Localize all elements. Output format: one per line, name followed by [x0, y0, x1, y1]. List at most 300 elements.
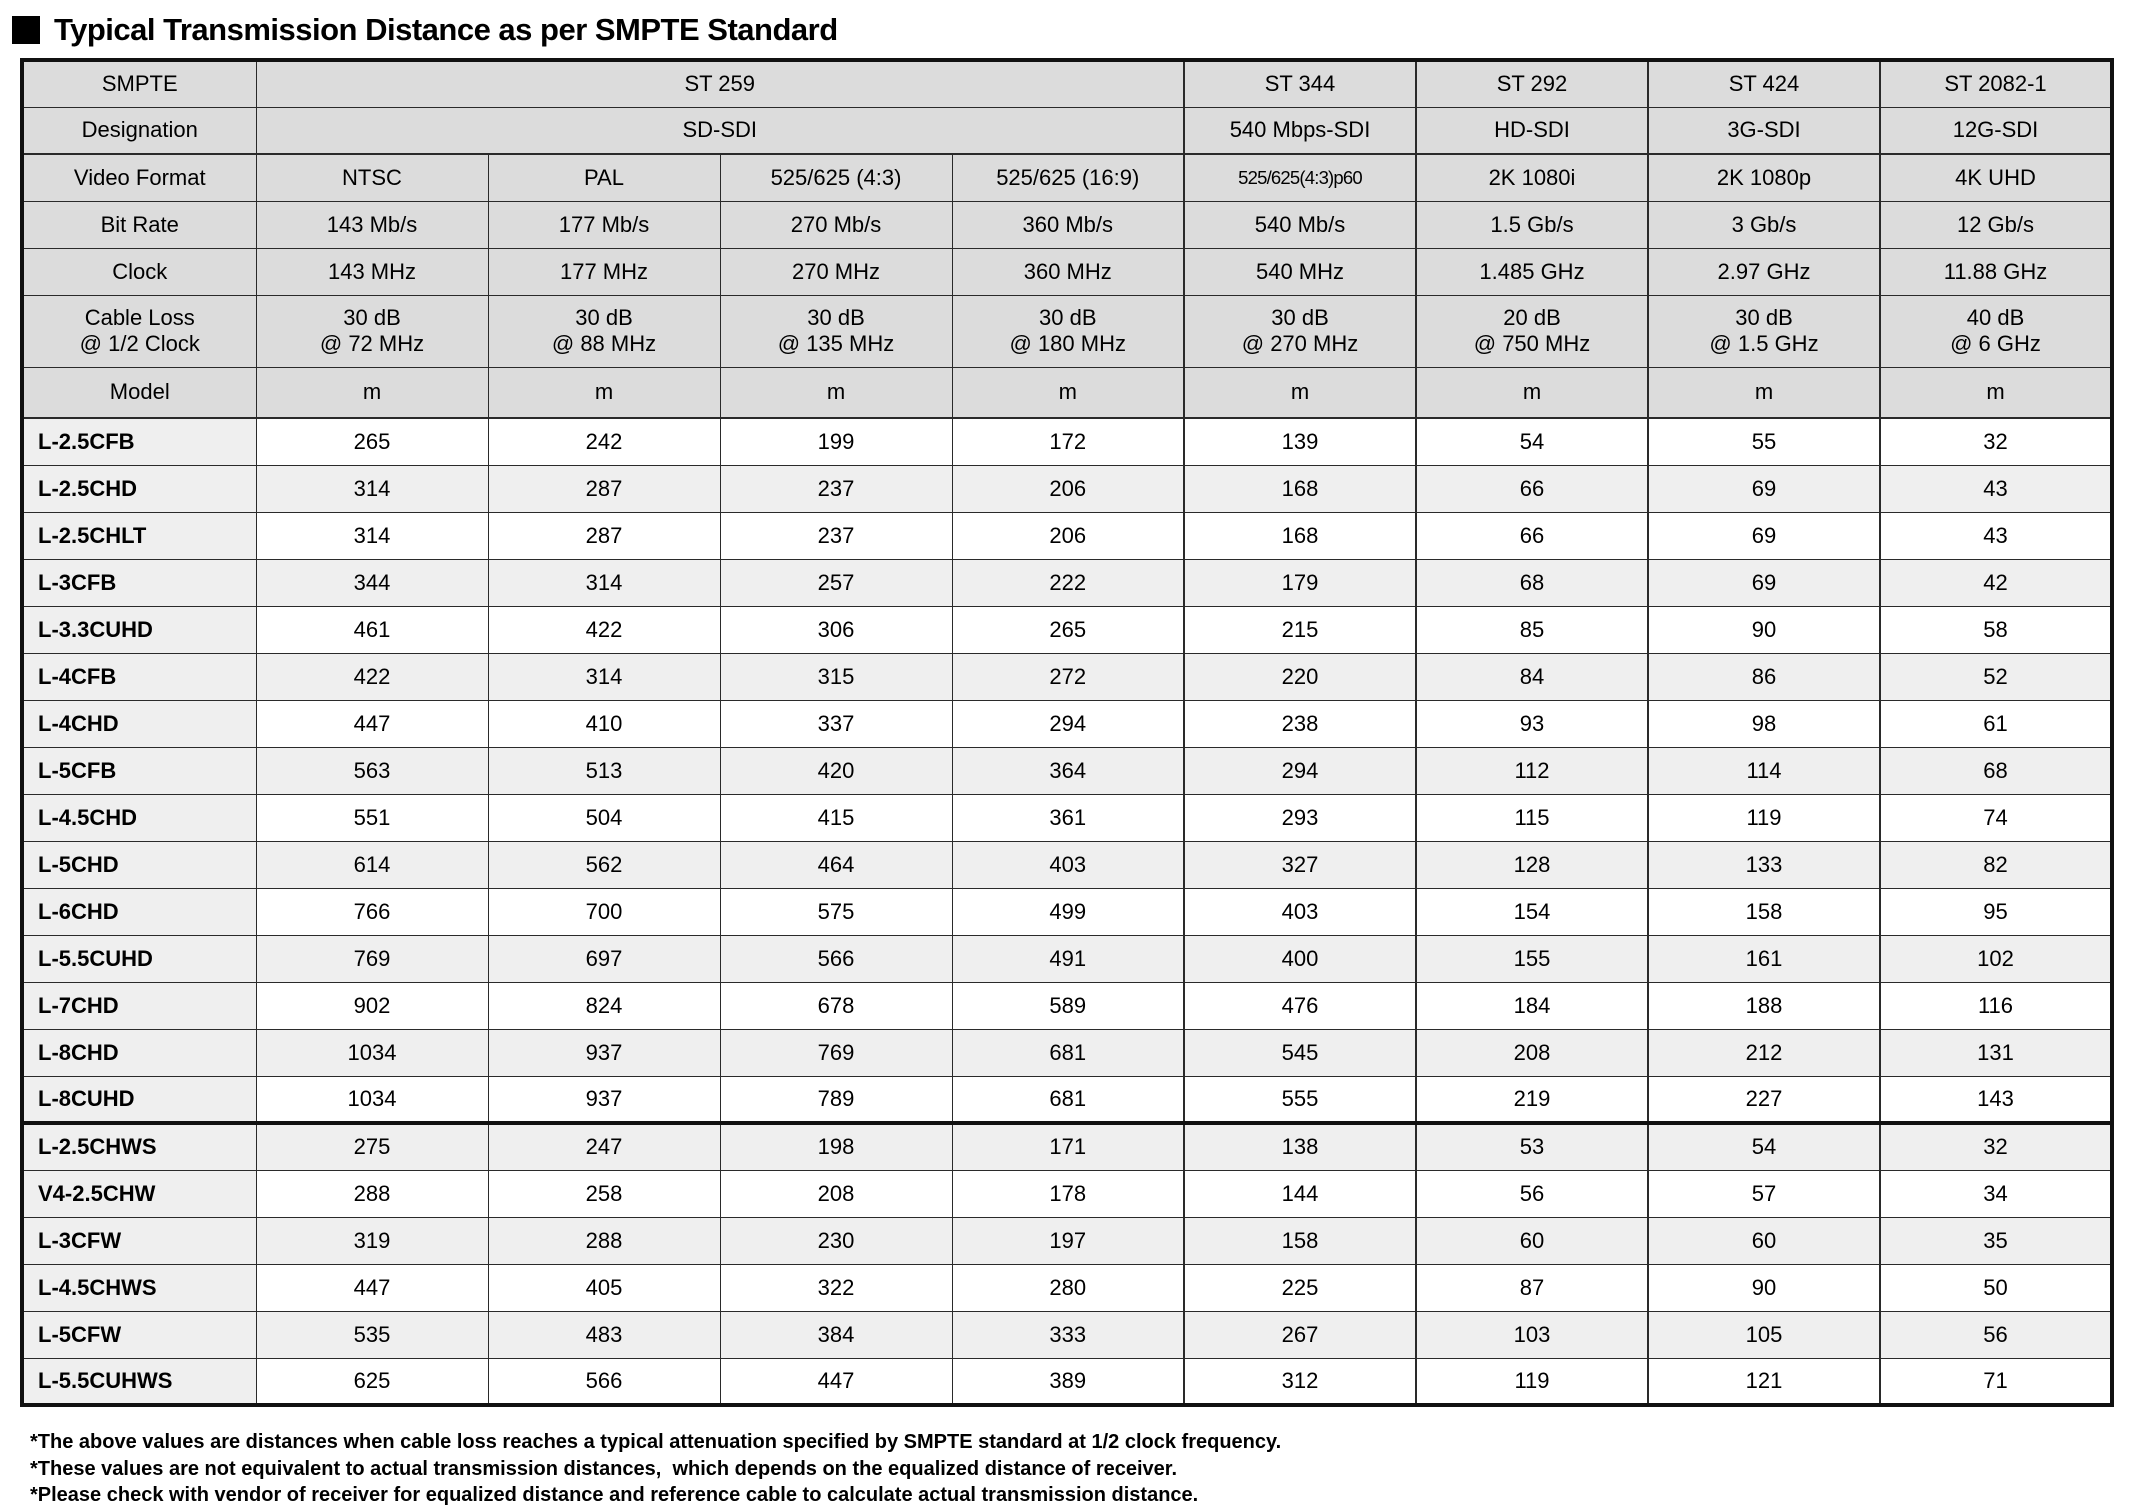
model-cell: L-2.5CHD [22, 465, 256, 512]
clock-cell: 1.485 GHz [1416, 248, 1648, 295]
video-format-cell: 2K 1080i [1416, 154, 1648, 201]
unit-cell: m [488, 367, 720, 418]
value-cell: 337 [720, 700, 952, 747]
clock-cell: 270 MHz [720, 248, 952, 295]
value-cell: 158 [1648, 888, 1880, 935]
value-cell: 306 [720, 606, 952, 653]
value-cell: 697 [488, 935, 720, 982]
clock-cell: 177 MHz [488, 248, 720, 295]
value-cell: 121 [1648, 1358, 1880, 1405]
value-cell: 513 [488, 747, 720, 794]
value-cell: 161 [1648, 935, 1880, 982]
value-cell: 535 [256, 1311, 488, 1358]
smpte-row-label: SMPTE [22, 60, 256, 107]
unit-cell: m [1648, 367, 1880, 418]
value-cell: 293 [1184, 794, 1416, 841]
footnote-line: *Please check with vendor of receiver for equalized distance and reference cable to calculate actual transmission distance. [30, 1484, 1199, 1507]
cable-loss-cell [256, 295, 488, 367]
value-cell: 287 [488, 465, 720, 512]
designation-row [22, 107, 2112, 154]
value-cell: 464 [720, 841, 952, 888]
cable-loss-cell [952, 295, 1184, 367]
value-cell: 85 [1416, 606, 1648, 653]
table-row [22, 1076, 2112, 1123]
video-format-row [22, 154, 2112, 201]
table-row [22, 465, 2112, 512]
cable-loss-cell [1880, 295, 2112, 367]
value-cell: 242 [488, 418, 720, 465]
model-cell: L-2.5CHLT [22, 512, 256, 559]
smpte-group-st344: ST 344 [1184, 60, 1416, 107]
value-cell: 199 [720, 418, 952, 465]
cable-loss-freq: @ 135 MHz [777, 331, 895, 356]
table-row [22, 747, 2112, 794]
table-row [22, 653, 2112, 700]
title-square-icon [12, 16, 40, 44]
model-cell: L-3.3CUHD [22, 606, 256, 653]
smpte-row [22, 60, 2112, 107]
value-cell: 172 [952, 418, 1184, 465]
cable-loss-db: 30 dB [1735, 305, 1793, 331]
cable-loss-db: 30 dB [1271, 305, 1329, 331]
value-cell: 155 [1416, 935, 1648, 982]
value-cell: 314 [256, 512, 488, 559]
value-cell: 84 [1416, 653, 1648, 700]
page-title: Typical Transmission Distance as per SMPTE Standard [54, 12, 838, 47]
footnote-line: *The above values are distances when cable loss reaches a typical attenuation specified by SMPTE standard at 1/2 clock frequency. [30, 1431, 1282, 1453]
unit-cell: m [1416, 367, 1648, 418]
clock-row [22, 248, 2112, 295]
table-row [22, 559, 2112, 606]
value-cell: 681 [952, 1029, 1184, 1076]
table-row [22, 1123, 2112, 1170]
video-format-cell: 525/625(4:3)p60 [1184, 154, 1416, 201]
value-cell: 361 [952, 794, 1184, 841]
value-cell: 227 [1648, 1076, 1880, 1123]
model-cell: L-3CFB [22, 559, 256, 606]
value-cell: 87 [1416, 1264, 1648, 1311]
cable-loss-label-line2: @ 1/2 Clock [79, 331, 200, 356]
bit-rate-cell: 143 Mb/s [256, 201, 488, 248]
value-cell: 566 [488, 1358, 720, 1405]
value-cell: 937 [488, 1076, 720, 1123]
table-row [22, 700, 2112, 747]
value-cell: 86 [1648, 653, 1880, 700]
bit-rate-cell: 1.5 Gb/s [1416, 201, 1648, 248]
bit-rate-cell: 360 Mb/s [952, 201, 1184, 248]
video-format-cell: 2K 1080p [1648, 154, 1880, 201]
value-cell: 222 [952, 559, 1184, 606]
table-row [22, 1029, 2112, 1076]
value-cell: 60 [1416, 1217, 1648, 1264]
value-cell: 154 [1416, 888, 1648, 935]
value-cell: 35 [1880, 1217, 2112, 1264]
table-row [22, 1264, 2112, 1311]
value-cell: 90 [1648, 606, 1880, 653]
bit-rate-row [22, 201, 2112, 248]
value-cell: 90 [1648, 1264, 1880, 1311]
value-cell: 71 [1880, 1358, 2112, 1405]
value-cell: 56 [1416, 1170, 1648, 1217]
value-cell: 112 [1416, 747, 1648, 794]
value-cell: 344 [256, 559, 488, 606]
cable-loss-db: 30 dB [575, 305, 633, 331]
value-cell: 447 [256, 1264, 488, 1311]
value-cell: 58 [1880, 606, 2112, 653]
value-cell: 168 [1184, 465, 1416, 512]
value-cell: 55 [1648, 418, 1880, 465]
value-cell: 119 [1416, 1358, 1648, 1405]
value-cell: 212 [1648, 1029, 1880, 1076]
value-cell: 275 [256, 1123, 488, 1170]
video-format-cell: 525/625 (16:9) [952, 154, 1184, 201]
value-cell: 322 [720, 1264, 952, 1311]
cable-loss-cell [1184, 295, 1416, 367]
value-cell: 422 [488, 606, 720, 653]
value-cell: 614 [256, 841, 488, 888]
value-cell: 114 [1648, 747, 1880, 794]
cable-loss-db: 40 dB [1966, 305, 2025, 331]
value-cell: 230 [720, 1217, 952, 1264]
smpte-group-st2082: ST 2082-1 [1880, 60, 2112, 107]
table-row [22, 418, 2112, 465]
value-cell: 198 [720, 1123, 952, 1170]
table-row [22, 1217, 2112, 1264]
value-cell: 403 [952, 841, 1184, 888]
value-cell: 95 [1880, 888, 2112, 935]
value-cell: 103 [1416, 1311, 1648, 1358]
value-cell: 60 [1648, 1217, 1880, 1264]
cable-loss-freq: @ 1.5 GHz [1709, 331, 1819, 356]
cable-loss-db: 30 dB [1039, 305, 1097, 331]
cable-loss-freq: @ 180 MHz [1009, 331, 1126, 356]
value-cell: 158 [1184, 1217, 1416, 1264]
value-cell: 319 [256, 1217, 488, 1264]
value-cell: 400 [1184, 935, 1416, 982]
value-cell: 681 [952, 1076, 1184, 1123]
value-cell: 769 [720, 1029, 952, 1076]
value-cell: 499 [952, 888, 1184, 935]
clock-cell: 11.88 GHz [1880, 248, 2112, 295]
value-cell: 215 [1184, 606, 1416, 653]
cable-loss-db: 30 dB [343, 305, 401, 331]
value-cell: 184 [1416, 982, 1648, 1029]
page-title-row [12, 8, 2134, 52]
value-cell: 566 [720, 935, 952, 982]
bit-rate-cell: 540 Mb/s [1184, 201, 1416, 248]
cable-loss-freq: @ 270 MHz [1241, 331, 1359, 356]
value-cell: 53 [1416, 1123, 1648, 1170]
value-cell: 206 [952, 512, 1184, 559]
value-cell: 220 [1184, 653, 1416, 700]
value-cell: 128 [1416, 841, 1648, 888]
smpte-group-st292: ST 292 [1416, 60, 1648, 107]
value-cell: 405 [488, 1264, 720, 1311]
value-cell: 43 [1880, 465, 2112, 512]
model-cell: L-5CFW [22, 1311, 256, 1358]
value-cell: 315 [720, 653, 952, 700]
value-cell: 545 [1184, 1029, 1416, 1076]
value-cell: 179 [1184, 559, 1416, 606]
value-cell: 69 [1648, 512, 1880, 559]
value-cell: 403 [1184, 888, 1416, 935]
value-cell: 139 [1184, 418, 1416, 465]
value-cell: 902 [256, 982, 488, 1029]
video-format-cell: NTSC [256, 154, 488, 201]
value-cell: 555 [1184, 1076, 1416, 1123]
value-cell: 54 [1648, 1123, 1880, 1170]
value-cell: 32 [1880, 418, 2112, 465]
model-cell: L-4CFB [22, 653, 256, 700]
bit-rate-cell: 3 Gb/s [1648, 201, 1880, 248]
value-cell: 314 [488, 559, 720, 606]
model-row-label: Model [22, 367, 256, 418]
cable-loss-freq: @ 6 GHz [1950, 331, 2041, 356]
table-row [22, 794, 2112, 841]
designation-row-label: Designation [22, 107, 256, 154]
value-cell: 66 [1416, 465, 1648, 512]
value-cell: 937 [488, 1029, 720, 1076]
value-cell: 144 [1184, 1170, 1416, 1217]
transmission-distance-table [20, 58, 2114, 1407]
bit-rate-cell: 270 Mb/s [720, 201, 952, 248]
value-cell: 287 [488, 512, 720, 559]
designation-3g-sdi: 3G-SDI [1648, 107, 1880, 154]
value-cell: 447 [256, 700, 488, 747]
unit-cell: m [1184, 367, 1416, 418]
value-cell: 700 [488, 888, 720, 935]
clock-cell: 540 MHz [1184, 248, 1416, 295]
value-cell: 420 [720, 747, 952, 794]
value-cell: 314 [256, 465, 488, 512]
value-cell: 447 [720, 1358, 952, 1405]
value-cell: 143 [1880, 1076, 2112, 1123]
value-cell: 168 [1184, 512, 1416, 559]
value-cell: 247 [488, 1123, 720, 1170]
clock-row-label: Clock [22, 248, 256, 295]
model-cell: L-2.5CHWS [22, 1123, 256, 1170]
table-row [22, 1311, 2112, 1358]
table-row [22, 512, 2112, 559]
cable-loss-label-line1: Cable Loss [84, 305, 195, 331]
value-cell: 32 [1880, 1123, 2112, 1170]
value-cell: 824 [488, 982, 720, 1029]
designation-hd-sdi: HD-SDI [1416, 107, 1648, 154]
smpte-group-st259: ST 259 [256, 60, 1184, 107]
value-cell: 52 [1880, 653, 2112, 700]
cable-loss-cell [488, 295, 720, 367]
value-cell: 589 [952, 982, 1184, 1029]
value-cell: 208 [1416, 1029, 1648, 1076]
unit-cell: m [256, 367, 488, 418]
value-cell: 42 [1880, 559, 2112, 606]
value-cell: 272 [952, 653, 1184, 700]
value-cell: 504 [488, 794, 720, 841]
value-cell: 68 [1880, 747, 2112, 794]
value-cell: 197 [952, 1217, 1184, 1264]
unit-cell: m [952, 367, 1184, 418]
table-row [22, 982, 2112, 1029]
value-cell: 219 [1416, 1076, 1648, 1123]
value-cell: 288 [256, 1170, 488, 1217]
value-cell: 384 [720, 1311, 952, 1358]
table-body [22, 418, 2112, 1405]
value-cell: 116 [1880, 982, 2112, 1029]
value-cell: 133 [1648, 841, 1880, 888]
value-cell: 225 [1184, 1264, 1416, 1311]
model-cell: L-5CHD [22, 841, 256, 888]
value-cell: 69 [1648, 559, 1880, 606]
value-cell: 265 [256, 418, 488, 465]
designation-12g-sdi: 12G-SDI [1880, 107, 2112, 154]
table-header [22, 60, 2112, 418]
value-cell: 333 [952, 1311, 1184, 1358]
bit-rate-cell: 177 Mb/s [488, 201, 720, 248]
value-cell: 69 [1648, 465, 1880, 512]
value-cell: 483 [488, 1311, 720, 1358]
clock-cell: 143 MHz [256, 248, 488, 295]
value-cell: 138 [1184, 1123, 1416, 1170]
value-cell: 102 [1880, 935, 2112, 982]
value-cell: 237 [720, 465, 952, 512]
value-cell: 476 [1184, 982, 1416, 1029]
value-cell: 461 [256, 606, 488, 653]
value-cell: 238 [1184, 700, 1416, 747]
value-cell: 314 [488, 653, 720, 700]
cable-loss-db: 30 dB [807, 305, 865, 331]
value-cell: 294 [952, 700, 1184, 747]
model-cell: L-3CFW [22, 1217, 256, 1264]
value-cell: 56 [1880, 1311, 2112, 1358]
cable-loss-db: 20 dB [1503, 305, 1561, 331]
video-format-cell: 4K UHD [1880, 154, 2112, 201]
bit-rate-cell: 12 Gb/s [1880, 201, 2112, 248]
value-cell: 575 [720, 888, 952, 935]
model-cell: L-8CHD [22, 1029, 256, 1076]
model-cell: L-5.5CUHD [22, 935, 256, 982]
value-cell: 82 [1880, 841, 2112, 888]
model-cell: V4-2.5CHW [22, 1170, 256, 1217]
value-cell: 551 [256, 794, 488, 841]
model-cell: L-7CHD [22, 982, 256, 1029]
model-cell: L-8CUHD [22, 1076, 256, 1123]
value-cell: 410 [488, 700, 720, 747]
value-cell: 131 [1880, 1029, 2112, 1076]
footnote-line: *These values are not equivalent to actual transmission distances, which depends on the equalized distance of receiver. [30, 1457, 1178, 1480]
value-cell: 50 [1880, 1264, 2112, 1311]
value-cell: 34 [1880, 1170, 2112, 1217]
model-cell: L-4.5CHWS [22, 1264, 256, 1311]
cable-loss-cell [1416, 295, 1648, 367]
value-cell: 563 [256, 747, 488, 794]
table-row [22, 935, 2112, 982]
clock-cell: 360 MHz [952, 248, 1184, 295]
video-format-cell: PAL [488, 154, 720, 201]
cable-loss-freq: @ 88 MHz [551, 331, 657, 356]
value-cell: 68 [1416, 559, 1648, 606]
value-cell: 258 [488, 1170, 720, 1217]
value-cell: 422 [256, 653, 488, 700]
value-cell: 61 [1880, 700, 2112, 747]
designation-540mbps-sdi: 540 Mbps-SDI [1184, 107, 1416, 154]
model-cell: L-5CFB [22, 747, 256, 794]
model-cell: L-5.5CUHWS [22, 1358, 256, 1405]
cable-loss-freq: @ 72 MHz [319, 331, 425, 356]
value-cell: 93 [1416, 700, 1648, 747]
table-row [22, 1358, 2112, 1405]
model-cell: L-2.5CFB [22, 418, 256, 465]
unit-cell: m [720, 367, 952, 418]
cable-loss-row [22, 295, 2112, 367]
bit-rate-row-label: Bit Rate [22, 201, 256, 248]
value-cell: 491 [952, 935, 1184, 982]
value-cell: 54 [1416, 418, 1648, 465]
value-cell: 678 [720, 982, 952, 1029]
cable-loss-freq: @ 750 MHz [1473, 331, 1591, 356]
cable-loss-cell [720, 295, 952, 367]
model-unit-row [22, 367, 2112, 418]
table-row [22, 1170, 2112, 1217]
clock-cell: 2.97 GHz [1648, 248, 1880, 295]
value-cell: 66 [1416, 512, 1648, 559]
value-cell: 294 [1184, 747, 1416, 794]
table-row [22, 606, 2112, 653]
value-cell: 171 [952, 1123, 1184, 1170]
value-cell: 98 [1648, 700, 1880, 747]
value-cell: 312 [1184, 1358, 1416, 1405]
video-format-row-label: Video Format [22, 154, 256, 201]
value-cell: 625 [256, 1358, 488, 1405]
value-cell: 769 [256, 935, 488, 982]
table-row [22, 841, 2112, 888]
cable-loss-row-label [22, 295, 256, 367]
unit-cell: m [1880, 367, 2112, 418]
value-cell: 115 [1416, 794, 1648, 841]
value-cell: 766 [256, 888, 488, 935]
value-cell: 257 [720, 559, 952, 606]
value-cell: 206 [952, 465, 1184, 512]
value-cell: 265 [952, 606, 1184, 653]
value-cell: 789 [720, 1076, 952, 1123]
value-cell: 267 [1184, 1311, 1416, 1358]
value-cell: 208 [720, 1170, 952, 1217]
value-cell: 119 [1648, 794, 1880, 841]
value-cell: 389 [952, 1358, 1184, 1405]
value-cell: 562 [488, 841, 720, 888]
value-cell: 280 [952, 1264, 1184, 1311]
value-cell: 57 [1648, 1170, 1880, 1217]
footnotes [30, 1429, 2134, 1509]
model-cell: L-6CHD [22, 888, 256, 935]
value-cell: 1034 [256, 1076, 488, 1123]
value-cell: 74 [1880, 794, 2112, 841]
model-cell: L-4.5CHD [22, 794, 256, 841]
value-cell: 364 [952, 747, 1184, 794]
value-cell: 327 [1184, 841, 1416, 888]
cable-loss-cell [1648, 295, 1880, 367]
value-cell: 415 [720, 794, 952, 841]
value-cell: 43 [1880, 512, 2112, 559]
table-row [22, 888, 2112, 935]
value-cell: 178 [952, 1170, 1184, 1217]
model-cell: L-4CHD [22, 700, 256, 747]
video-format-cell: 525/625 (4:3) [720, 154, 952, 201]
value-cell: 237 [720, 512, 952, 559]
value-cell: 105 [1648, 1311, 1880, 1358]
value-cell: 1034 [256, 1029, 488, 1076]
value-cell: 288 [488, 1217, 720, 1264]
designation-sd-sdi: SD-SDI [256, 107, 1184, 154]
